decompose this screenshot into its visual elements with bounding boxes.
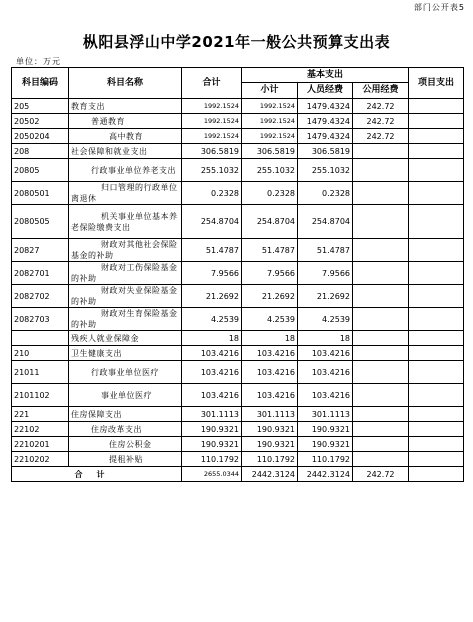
row-code: 2210202 xyxy=(12,452,69,467)
table-row xyxy=(12,361,464,384)
row-name: 残疾人就业保障金 xyxy=(69,331,182,346)
row-total: 190.9321 xyxy=(182,422,242,437)
row-name: 财政对失业保险基金的补助 xyxy=(69,285,182,308)
row-project xyxy=(409,262,464,285)
row-project xyxy=(409,239,464,262)
row-project xyxy=(409,452,464,467)
row-personnel: 0.2328 xyxy=(298,182,353,205)
header-subtotal: 小计 xyxy=(242,83,298,99)
row-public xyxy=(353,346,409,361)
row-code: 21011 xyxy=(12,361,69,384)
table-row xyxy=(12,308,464,331)
row-total: 254.8704 xyxy=(182,205,242,239)
row-name: 卫生健康支出 xyxy=(69,346,182,361)
row-public xyxy=(353,422,409,437)
row-name: 归口管理的行政单位离退休 xyxy=(69,182,182,205)
row-subtotal: 4.2539 xyxy=(242,308,298,331)
row-code: 2101102 xyxy=(12,384,69,407)
row-personnel: 190.9321 xyxy=(298,437,353,452)
row-subtotal: 7.9566 xyxy=(242,262,298,285)
row-public: 242.72 xyxy=(353,99,409,114)
row-personnel: 21.2692 xyxy=(298,285,353,308)
row-public xyxy=(353,144,409,159)
table-row xyxy=(12,285,464,308)
row-subtotal: 254.8704 xyxy=(242,205,298,239)
row-total: 21.2692 xyxy=(182,285,242,308)
row-subtotal: 1992.1524 xyxy=(242,99,298,114)
total-personnel: 2442.3124 xyxy=(298,467,353,482)
row-name: 住房保障支出 xyxy=(69,407,182,422)
row-total: 51.4787 xyxy=(182,239,242,262)
row-subtotal: 103.4216 xyxy=(242,384,298,407)
row-total: 301.1113 xyxy=(182,407,242,422)
row-code: 2082703 xyxy=(12,308,69,331)
row-name: 普通教育 xyxy=(69,114,182,129)
form-number-label: 部门公开表5 xyxy=(413,3,465,12)
row-name: 住房公积金 xyxy=(69,437,182,452)
row-public xyxy=(353,262,409,285)
page-title: 枞阳县浮山中学2021年一般公共预算支出表 xyxy=(82,33,391,51)
total-label: 合计 xyxy=(12,467,182,482)
row-public xyxy=(353,452,409,467)
row-project xyxy=(409,182,464,205)
row-personnel: 103.4216 xyxy=(298,361,353,384)
row-total: 255.1032 xyxy=(182,159,242,182)
row-code: 22102 xyxy=(12,422,69,437)
row-name: 社会保障和就业支出 xyxy=(69,144,182,159)
row-total: 1992.1524 xyxy=(182,114,242,129)
row-code: 208 xyxy=(12,144,69,159)
row-public xyxy=(353,384,409,407)
row-project xyxy=(409,159,464,182)
row-name: 教育支出 xyxy=(69,99,182,114)
table-row xyxy=(12,99,464,114)
row-subtotal: 301.1113 xyxy=(242,407,298,422)
row-public xyxy=(353,331,409,346)
header-total: 合计 xyxy=(182,68,242,99)
row-project xyxy=(409,384,464,407)
row-total: 306.5819 xyxy=(182,144,242,159)
row-personnel: 51.4787 xyxy=(298,239,353,262)
table-body xyxy=(12,99,464,482)
row-name: 财政对生育保险基金的补助 xyxy=(69,308,182,331)
row-total: 1992.1524 xyxy=(182,129,242,144)
row-personnel: 190.9321 xyxy=(298,422,353,437)
row-name: 行政事业单位医疗 xyxy=(69,361,182,384)
unit-label: 单位：万元 xyxy=(16,57,61,66)
row-name: 行政事业单位养老支出 xyxy=(69,159,182,182)
table-row xyxy=(12,182,464,205)
row-public xyxy=(353,407,409,422)
table-row xyxy=(12,239,464,262)
row-personnel: 110.1792 xyxy=(298,452,353,467)
row-public xyxy=(353,239,409,262)
table-row xyxy=(12,346,464,361)
row-personnel: 18 xyxy=(298,331,353,346)
row-name: 财政对其他社会保险基金的补助 xyxy=(69,239,182,262)
table-row xyxy=(12,452,464,467)
row-project xyxy=(409,99,464,114)
row-project xyxy=(409,437,464,452)
total-row xyxy=(12,467,464,482)
total-project xyxy=(409,467,464,482)
row-personnel: 306.5819 xyxy=(298,144,353,159)
header-personnel: 人员经费 xyxy=(298,83,353,99)
table-row xyxy=(12,144,464,159)
row-project xyxy=(409,144,464,159)
row-project xyxy=(409,285,464,308)
row-code: 221 xyxy=(12,407,69,422)
row-public xyxy=(353,159,409,182)
row-subtotal: 103.4216 xyxy=(242,361,298,384)
row-code xyxy=(12,331,69,346)
row-subtotal: 0.2328 xyxy=(242,182,298,205)
row-subtotal: 190.9321 xyxy=(242,422,298,437)
table-row xyxy=(12,422,464,437)
table-row xyxy=(12,129,464,144)
row-project xyxy=(409,346,464,361)
row-public xyxy=(353,205,409,239)
row-name: 财政对工伤保险基金的补助 xyxy=(69,262,182,285)
row-total: 190.9321 xyxy=(182,437,242,452)
row-code: 2082701 xyxy=(12,262,69,285)
row-public xyxy=(353,285,409,308)
total-total: 2655.0344 xyxy=(182,467,242,482)
row-subtotal: 18 xyxy=(242,331,298,346)
header-public: 公用经费 xyxy=(353,83,409,99)
row-total: 103.4216 xyxy=(182,361,242,384)
row-subtotal: 306.5819 xyxy=(242,144,298,159)
row-subtotal: 1992.1524 xyxy=(242,129,298,144)
row-project xyxy=(409,129,464,144)
table-row xyxy=(12,205,464,239)
table-row xyxy=(12,114,464,129)
total-subtotal: 2442.3124 xyxy=(242,467,298,482)
row-project xyxy=(409,361,464,384)
row-code: 210 xyxy=(12,346,69,361)
header-basic: 基本支出 xyxy=(242,68,409,83)
row-total: 110.1792 xyxy=(182,452,242,467)
row-code: 2082702 xyxy=(12,285,69,308)
row-code: 2080505 xyxy=(12,205,69,239)
row-public xyxy=(353,182,409,205)
row-code: 205 xyxy=(12,99,69,114)
table-row xyxy=(12,331,464,346)
row-name: 提租补贴 xyxy=(69,452,182,467)
row-total: 18 xyxy=(182,331,242,346)
table-row xyxy=(12,159,464,182)
table-row xyxy=(12,437,464,452)
table-row xyxy=(12,262,464,285)
row-personnel: 255.1032 xyxy=(298,159,353,182)
row-personnel: 103.4216 xyxy=(298,384,353,407)
row-personnel: 301.1113 xyxy=(298,407,353,422)
row-code: 20805 xyxy=(12,159,69,182)
row-subtotal: 190.9321 xyxy=(242,437,298,452)
row-code: 2050204 xyxy=(12,129,69,144)
row-personnel: 1479.4324 xyxy=(298,99,353,114)
row-personnel: 7.9566 xyxy=(298,262,353,285)
row-code: 2080501 xyxy=(12,182,69,205)
header-code: 科目编码 xyxy=(12,68,69,99)
row-subtotal: 51.4787 xyxy=(242,239,298,262)
row-subtotal: 103.4216 xyxy=(242,346,298,361)
row-public xyxy=(353,308,409,331)
row-total: 103.4216 xyxy=(182,384,242,407)
row-project xyxy=(409,422,464,437)
header-name: 科目名称 xyxy=(69,68,182,99)
row-code: 2210201 xyxy=(12,437,69,452)
row-subtotal: 255.1032 xyxy=(242,159,298,182)
row-code: 20502 xyxy=(12,114,69,129)
total-public: 242.72 xyxy=(353,467,409,482)
row-public: 242.72 xyxy=(353,129,409,144)
row-personnel: 254.8704 xyxy=(298,205,353,239)
row-project xyxy=(409,331,464,346)
budget-table xyxy=(11,67,464,482)
row-public xyxy=(353,437,409,452)
row-personnel: 1479.4324 xyxy=(298,129,353,144)
header-project: 项目支出 xyxy=(409,68,464,99)
table-row xyxy=(12,384,464,407)
table-row xyxy=(12,407,464,422)
row-name: 高中教育 xyxy=(69,129,182,144)
row-subtotal: 110.1792 xyxy=(242,452,298,467)
row-total: 0.2328 xyxy=(182,182,242,205)
row-public xyxy=(353,361,409,384)
row-project xyxy=(409,205,464,239)
row-total: 1992.1524 xyxy=(182,99,242,114)
row-name: 事业单位医疗 xyxy=(69,384,182,407)
row-total: 4.2539 xyxy=(182,308,242,331)
row-personnel: 4.2539 xyxy=(298,308,353,331)
row-total: 103.4216 xyxy=(182,346,242,361)
row-project xyxy=(409,114,464,129)
row-subtotal: 21.2692 xyxy=(242,285,298,308)
row-code: 20827 xyxy=(12,239,69,262)
row-project xyxy=(409,308,464,331)
row-public: 242.72 xyxy=(353,114,409,129)
row-name: 机关事业单位基本养老保险缴费支出 xyxy=(69,205,182,239)
row-subtotal: 1992.1524 xyxy=(242,114,298,129)
row-personnel: 103.4216 xyxy=(298,346,353,361)
row-personnel: 1479.4324 xyxy=(298,114,353,129)
row-project xyxy=(409,407,464,422)
row-name: 住房改革支出 xyxy=(69,422,182,437)
row-total: 7.9566 xyxy=(182,262,242,285)
